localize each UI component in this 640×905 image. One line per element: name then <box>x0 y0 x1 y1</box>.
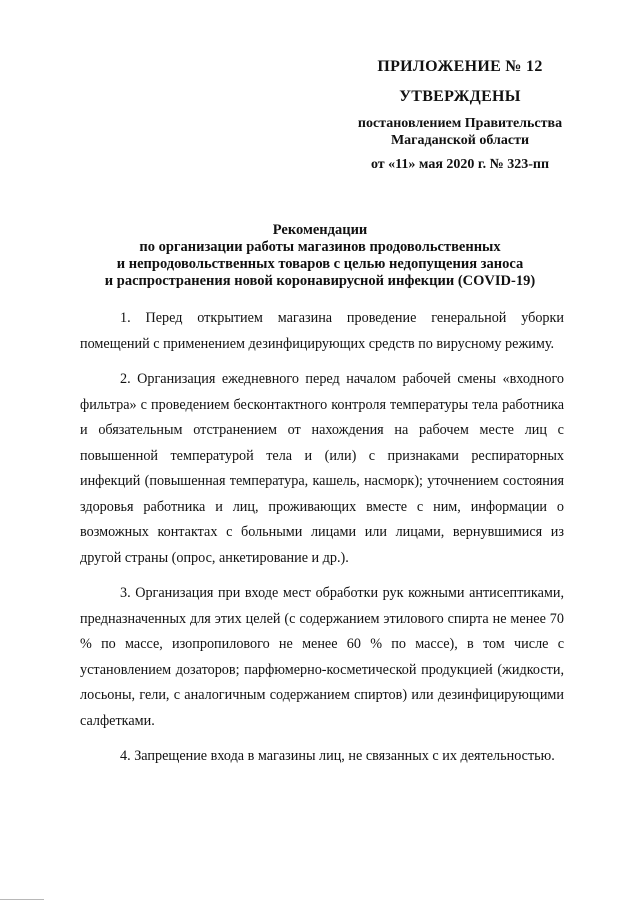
decree-line-1: постановлением Правительства <box>357 116 563 131</box>
title-line-4: и распространения новой коронавирусной инфекции (COVID-19) <box>104 273 536 289</box>
decree-line-2: Магаданской области <box>390 133 530 148</box>
paragraph-2: 2. Организация ежедневного перед началом рабочей смены «входного фильтра» с проведением бесконтактного контроля температуры тела работника и обязательным отстранением от нахождения на рабочем месте лиц с повышенной температурой тела и (или) с признаками респираторных инфекций (повышенная температура, кашель, насморк); уточнением состояния здоровья работника и лиц, проживающих вместе с ним, информации о возможных контактах с больными лицами или лицами, вернувшимися из другой страны (опрос, анкетирование и др.). <box>80 371 564 566</box>
decree-date: от «11» мая 2020 г. № 323-пп <box>370 157 550 172</box>
document-title <box>60 222 580 290</box>
paragraph-3: 3. Организация при входе мест обработки рук кожными антисептиками, предназначенных для этих целей (с содержанием этилового спирта не менее 70 % по массе, изопропилового не менее 60 % по массе), в том числе с установлением дозаторов; парфюмерно-косметической продукцией (жидкости, лосьоны, гели, с аналогичным содержанием спиртов) или дезинфицирующими салфетками. <box>80 585 564 729</box>
decree-reference <box>340 115 580 149</box>
paragraph-4: 4. Запрещение входа в магазины лиц, не связанных с их деятельностью. <box>120 748 555 764</box>
title-line-1: Рекомендации <box>272 222 368 238</box>
title-line-2: по организации работы магазинов продовольственных <box>139 239 501 255</box>
recommendations-body <box>80 306 564 780</box>
approved-heading: УТВЕРЖДЕНЫ <box>399 88 521 105</box>
title-line-3: и непродовольственных товаров с целью недопущения заноса <box>116 256 524 272</box>
footer-divider <box>0 899 44 900</box>
annex-number: ПРИЛОЖЕНИЕ № 12 <box>377 58 543 75</box>
paragraph-1: 1. Перед открытием магазина проведение генеральной уборки помещений с применением дезинфицирующих средств по вирусному режиму. <box>80 310 564 352</box>
